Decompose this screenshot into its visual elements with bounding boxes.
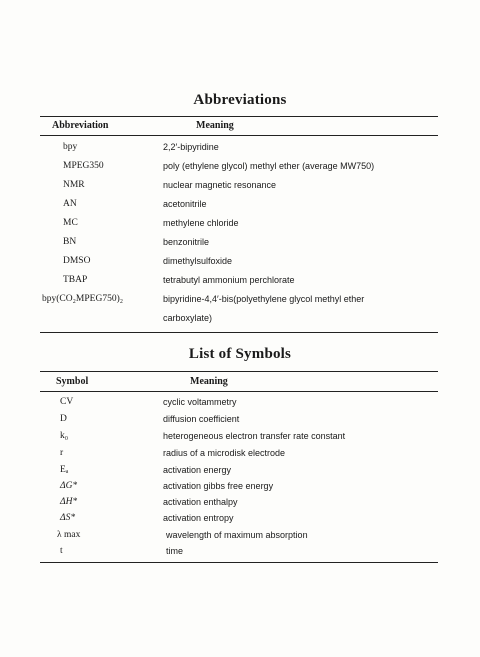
sym-row-symbol: t <box>60 546 63 556</box>
abbr-row-symbol: bpy(CO₂MPEG750)₂ <box>42 294 124 304</box>
sym-row-symbol: k₀ <box>60 431 69 441</box>
abbr-row-meaning: bipyridine-4,4′-bis(polyethylene glycol methyl ether <box>163 294 365 304</box>
abbr-row-symbol: bpy <box>63 142 78 152</box>
abbr-row-meaning: benzonitrile <box>163 237 210 247</box>
abbr-row-meaning: acetonitrile <box>163 199 207 209</box>
sym-row-meaning: activation entropy <box>163 513 234 523</box>
abbr-header-rule <box>40 135 438 136</box>
sym-row-symbol: Eₐ <box>60 465 69 475</box>
sym-col-header-meaning: Meaning <box>190 376 228 387</box>
sym-row-symbol: λ max <box>57 530 81 540</box>
sym-row-meaning: activation enthalpy <box>163 497 238 507</box>
abbr-row-meaning: dimethylsulfoxide <box>163 256 233 266</box>
sym-row-meaning: time <box>166 546 184 556</box>
sym-row-meaning: cyclic voltammetry <box>163 397 237 407</box>
sym-row-symbol: D <box>60 414 67 424</box>
sym-row-symbol: ΔG* <box>60 481 78 491</box>
sym-row-symbol: ΔS* <box>60 513 76 523</box>
abbr-row-meaning: poly (ethylene glycol) methyl ether (average MW750) <box>163 161 375 171</box>
sym-row-meaning: wavelength of maximum absorption <box>166 530 308 540</box>
abbr-row-symbol: MPEG350 <box>63 161 104 171</box>
sym-row-meaning: activation energy <box>163 465 232 475</box>
sym-row-symbol: CV <box>60 397 74 407</box>
abbr-top-rule <box>40 116 438 117</box>
abbr-row-meaning: tetrabutyl ammonium perchlorate <box>163 275 295 285</box>
abbr-row-meaning: methylene chloride <box>163 218 239 228</box>
sym-row-meaning: diffusion coefficient <box>163 414 240 424</box>
abbr-row-symbol: BN <box>63 237 77 247</box>
abbr-row-meaning: 2,2′-bipyridine <box>163 142 219 152</box>
abbr-row-meaning: carboxylate) <box>163 313 213 323</box>
sym-row-meaning: activation gibbs free energy <box>163 481 274 491</box>
abbr-col-header-abbreviation: Abbreviation <box>52 120 109 131</box>
sym-top-rule <box>40 371 438 372</box>
abbr-row-symbol: MC <box>63 218 78 228</box>
sym-bottom-rule <box>40 562 438 563</box>
abbr-row-symbol: DMSO <box>63 256 91 266</box>
abbr-row-meaning: nuclear magnetic resonance <box>163 180 277 190</box>
abbr-row-symbol: AN <box>63 199 77 209</box>
abbr-row-symbol: TBAP <box>63 275 88 285</box>
sym-row-meaning: radius of a microdisk electrode <box>163 448 286 458</box>
abbr-bottom-rule <box>40 332 438 333</box>
sym-row-meaning: heterogeneous electron transfer rate constant <box>163 431 346 441</box>
sym-col-header-symbol: Symbol <box>56 376 89 387</box>
sym-row-symbol: ΔH* <box>60 497 78 507</box>
abbreviations-title: Abbreviations <box>193 92 287 108</box>
symbols-title: List of Symbols <box>188 346 292 362</box>
abbr-row-symbol: NMR <box>63 180 85 190</box>
sym-header-rule <box>40 391 438 392</box>
abbr-col-header-meaning: Meaning <box>196 120 234 131</box>
sym-row-symbol: r <box>60 448 64 458</box>
